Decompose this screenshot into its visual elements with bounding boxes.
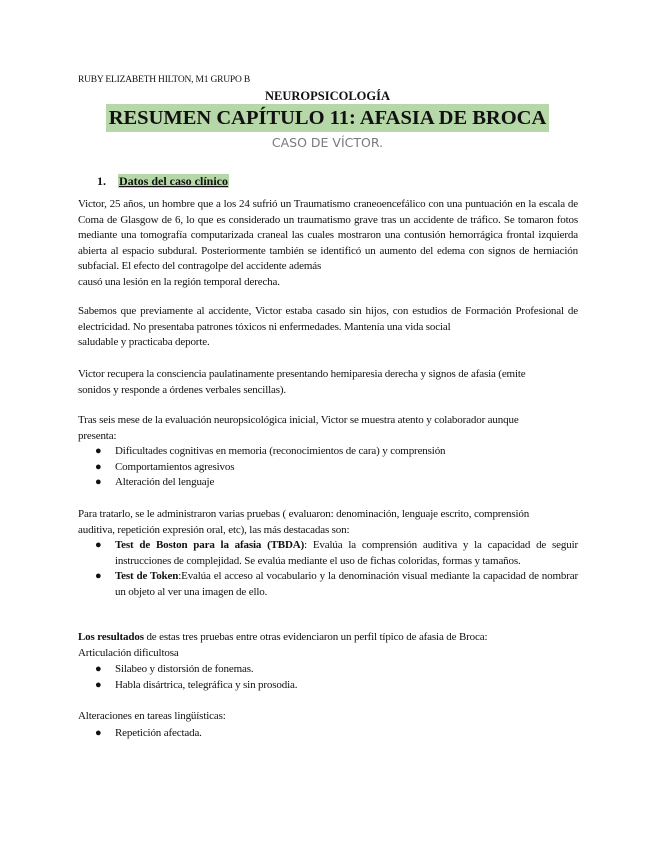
bullet-icon: ● <box>95 727 102 739</box>
bullet-icon: ● <box>95 460 102 473</box>
list-item: ● Comportamientos agresivos <box>78 460 578 476</box>
paragraph-accident <box>78 197 578 290</box>
paragraph-last-line: saludable y practicaba deporte. <box>78 336 210 348</box>
paragraph-last-line: presenta: <box>78 429 117 442</box>
test-name: Test de Token <box>115 570 179 582</box>
results-bold: Los resultados <box>78 631 144 643</box>
list-item: ● Silabeo y distorsión de fonemas. <box>78 662 578 678</box>
paragraph-recovery <box>78 367 578 398</box>
list-item: ● Test de Boston para la afasia (TBDA): Evalúa la comprensión auditiva y la capacidad de seguir instrucciones de complejidad. Se evalúa mediante el uso de fichas coloridas, formas y tamaños. <box>95 539 578 567</box>
paragraph-text: Alteraciones en tareas lingüísticas: <box>78 710 226 722</box>
paragraph-linguistic <box>78 709 578 725</box>
paragraph-tests-intro <box>78 507 578 538</box>
paragraph-text: Victor recupera la consciencia paulatinamente presentando hemiparesia derecha y signos de afasia (emite <box>78 368 526 380</box>
linguistic-list <box>78 726 578 742</box>
paragraph-results <box>78 630 578 661</box>
subject-heading: NEUROPSICOLOGÍA <box>264 89 391 103</box>
section-label: Datos del caso clínico <box>119 174 228 188</box>
articulation-list <box>78 662 578 693</box>
section-number: 1. <box>97 174 106 188</box>
list-item: ● Habla disártrica, telegráfica y sin prosodia. <box>78 678 578 694</box>
bullet-icon: ● <box>95 663 102 675</box>
bullet-icon: ● <box>95 570 102 582</box>
paragraph-background <box>78 304 578 351</box>
deficits-list <box>78 444 578 491</box>
list-item: ● Repetición afectada. <box>78 726 578 742</box>
paragraph-evaluation <box>78 413 578 444</box>
paragraph-text: Victor, 25 años, un hombre que a los 24 sufrió un Traumatismo craneoencefálico con una puntuación en la escala de Coma de Glasgow de 6, lo que es considerado un traumatismo grave tras un accidente de tráfico. Se tomaron fotos mediante una tomografía computarizada craneal las cuales mostraron una contusión hemorrágica frontal izquierda abierta al espacio subdural. Posteriormente también se identificó un aumento del edema con signos de herniación subfacial. El efecto del contragolpe del accidente además <box>78 198 578 272</box>
list-item: ● Alteración del lenguaje <box>78 475 578 491</box>
bullet-icon: ● <box>95 678 102 691</box>
list-item: ● Test de Token:Evalúa el acceso al vocabulario y la denominación visual mediante la capacidad de nombrar un objeto al ver una imagen de ello. <box>95 570 579 598</box>
list-item: ● Dificultades cognitivas en memoria (reconocimientos de cara) y comprensión <box>78 444 578 460</box>
section-heading <box>97 174 229 189</box>
paragraph-subheading: Articulación dificultosa <box>78 646 179 659</box>
bullet-icon: ● <box>95 445 102 457</box>
paragraph-text: Los resultados de estas tres pruebas entre otras evidenciaron un perfil típico de afasia de Broca: <box>78 631 488 643</box>
case-subtitle: CASO DE VÍCTOR. <box>271 135 384 150</box>
tests-list <box>78 538 578 600</box>
paragraph-last-line: causó una lesión en la región temporal derecha. <box>78 275 280 288</box>
test-name: Test de Boston para la afasia (TBDA) <box>115 539 305 551</box>
paragraph-last-line: auditiva, repetición expresión oral, etc), las más destacadas son: <box>78 523 350 536</box>
author-line: RUBY ELIZABETH HILTON, M1 GRUPO B <box>78 75 250 85</box>
paragraph-text: Sabemos que previamente al accidente, Victor estaba casado sin hijos, con estudios de Formación Profesional de electricidad. No presentaba patrones tóxicos ni enfermedades. Mantenía una vida social <box>78 305 578 333</box>
title-wrap <box>0 104 655 132</box>
paragraph-text: Para tratarlo, se le administraron varias pruebas ( evaluaron: denominación, lenguaje escrito, comprensión <box>78 508 530 520</box>
paragraph-last-line: sonidos y responde a órdenes verbales sencillas). <box>78 383 287 396</box>
bullet-icon: ● <box>95 539 102 551</box>
bullet-icon: ● <box>95 476 102 488</box>
document-title: RESUMEN CAPÍTULO 11: AFASIA DE BROCA <box>106 104 550 132</box>
paragraph-text: Tras seis mese de la evaluación neuropsicológica inicial, Victor se muestra atento y colaborador aunque <box>78 414 519 426</box>
